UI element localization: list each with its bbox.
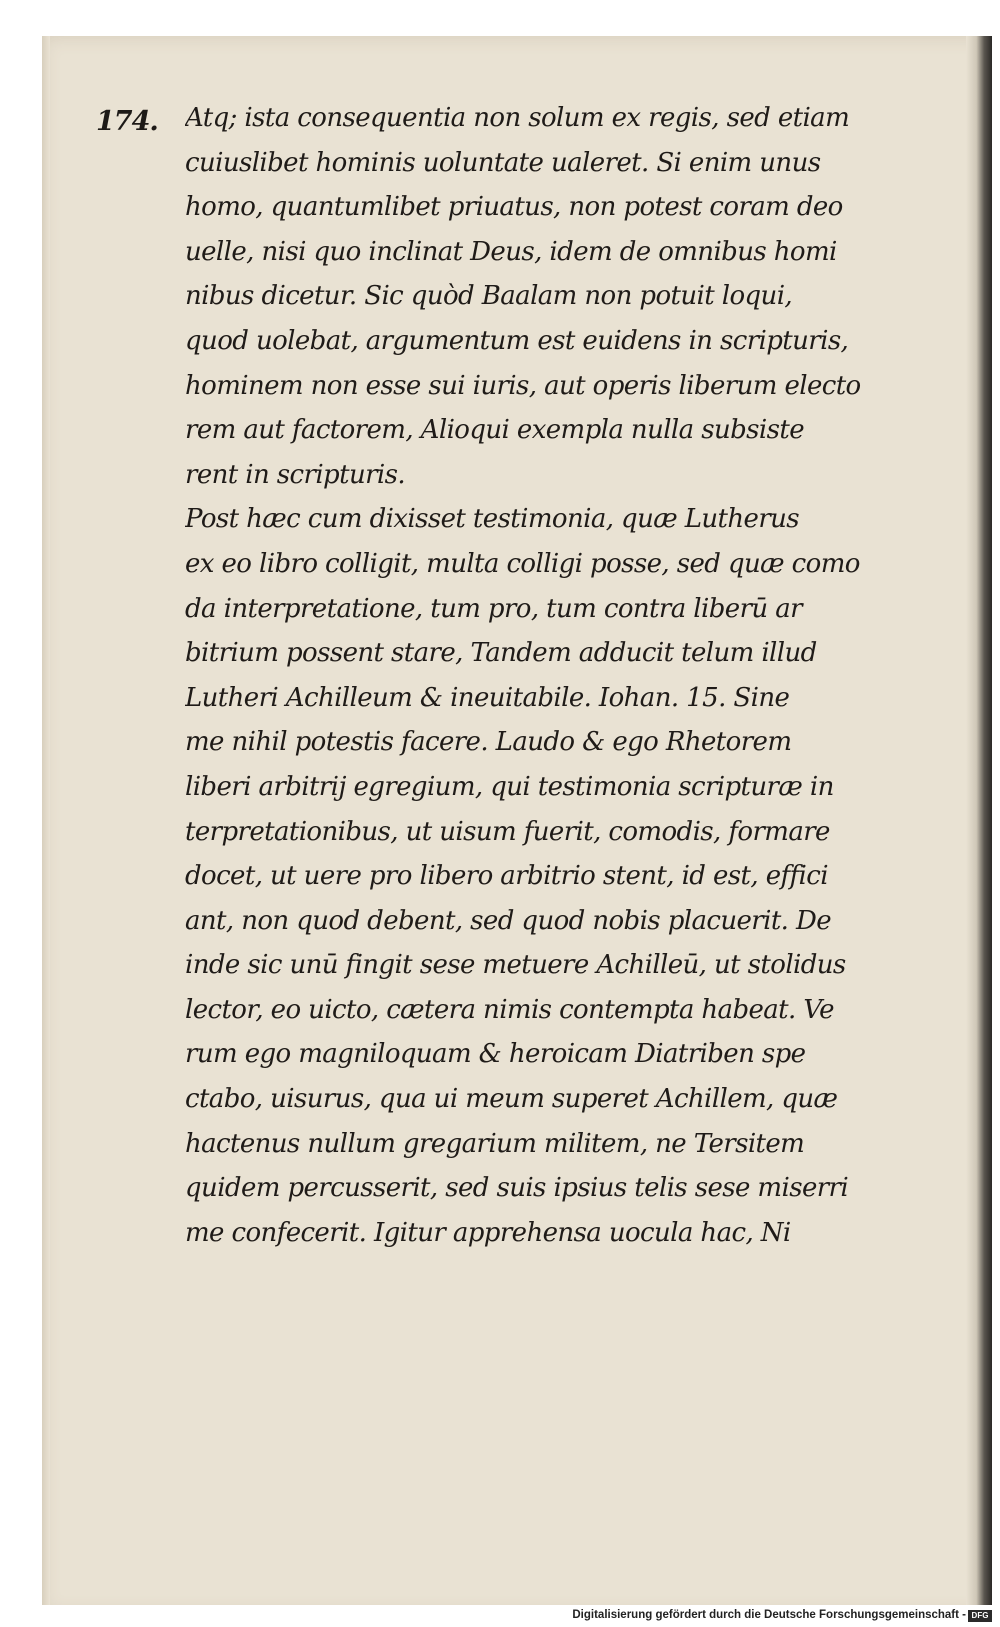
text-line: inde sic unū fingit sese metuere Achilleū, ut stolidus [185,950,846,981]
text-line: da interpretatione, tum pro, tum contra liberū ar [185,593,802,624]
text-line: Lutheri Achilleum & ineuitabile. Iohan. 15. Sine [185,682,790,713]
text-body [185,96,905,1255]
text-line: rem aut factorem, Alioqui exempla nulla subsiste [185,415,804,446]
text-line: ctabo, uisurus, qua ui meum superet Achillem, quæ [185,1084,838,1115]
text-line: nibus dicetur. Sic quòd Baalam non potuit loqui, [185,281,793,312]
funding-credit: Digitalisierung gefördert durch die Deutsche Forschungsgemeinschaft - [572,1609,966,1621]
text-line: Atq; ista consequentia non solum ex regis, sed etiam [185,103,850,133]
page-gutter-shadow [42,36,50,1614]
text-line: rum ego magniloquam & heroicam Diatriben spe [185,1039,806,1070]
text-line: uelle, nisi quo inclinat Deus, idem de omnibus homi [185,236,837,267]
text-line: quidem percusserit, sed suis ipsius telis sese miserri [185,1173,849,1204]
text-line: ant, non quod debent, sed quod nobis placuerit. De [185,905,832,936]
text-line: me confecerit. Igitur apprehensa uocula hac, Ni [185,1217,791,1248]
text-line: cuiuslibet hominis uoluntate ualeret. Si enim unus [185,147,821,178]
text-line: homo, quantumlibet priuatus, non potest coram deo [185,192,843,223]
page-number: 174. [96,106,158,137]
text-line: ex eo libro colligit, multa colligi posse, sed quæ como [185,548,860,579]
text-line: terpretationibus, ut uisum fuerit, comodis, formare [185,816,830,847]
text-line: bitrium possent stare, Tandem adducit telum illud [185,638,817,669]
page-fore-edge [966,36,992,1614]
dfg-logo: DFG [968,1610,992,1622]
text-line: lector, eo uicto, cætera nimis contempta habeat. Ve [185,994,834,1025]
text-line: rent in scripturis. [185,459,406,490]
text-line: docet, ut uere pro libero arbitrio stent, id est, effici [185,861,828,892]
text-line: quod uolebat, argumentum est euidens in scripturis, [185,325,849,356]
text-line: me nihil potestis facere. Laudo & ego Rhetorem [185,727,792,758]
text-line: liberi arbitrij egregium, qui testimonia scripturæ in [185,771,834,802]
text-line: Post hæc cum dixisset testimonia, quæ Lutherus [185,504,800,535]
digitization-footer [0,1605,1000,1627]
text-line: hominem non esse sui iuris, aut operis liberum electo [185,370,861,401]
text-line: hactenus nullum gregarium militem, ne Tersitem [185,1128,805,1159]
